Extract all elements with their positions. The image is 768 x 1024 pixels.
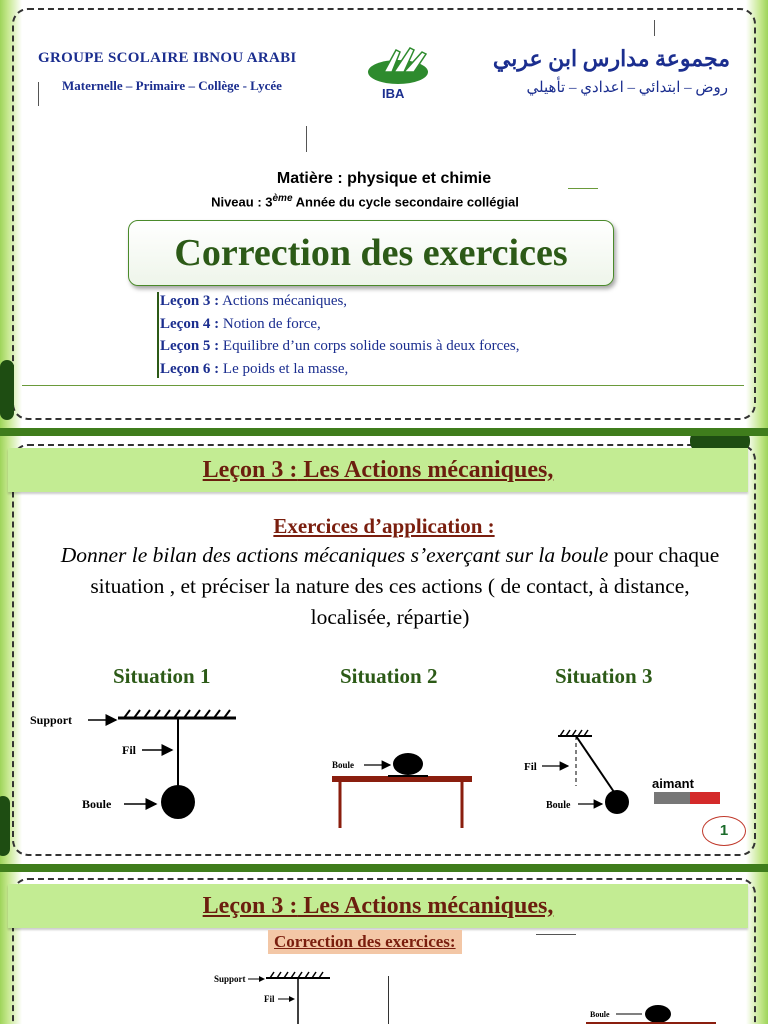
situation-1-title: Situation 1 xyxy=(113,664,211,688)
lesson-text: Le poids et la masse, xyxy=(219,360,349,377)
level-suffix: Année du cycle secondaire collégial xyxy=(292,194,519,210)
ball-label: Boule xyxy=(332,760,355,770)
school-name-fr: GROUPE SCOLAIRE IBNOU ARABI xyxy=(38,50,297,66)
support-label: Support xyxy=(214,974,246,984)
statement-italic: Donner le bilan des actions mécaniques s’exerçant sur la boule xyxy=(60,543,609,567)
ball xyxy=(393,753,423,775)
banner-text: Les Actions mécaniques, xyxy=(297,893,554,919)
school-levels-fr: Maternelle – Primaire – Collège - Lycée xyxy=(62,78,282,93)
string-line xyxy=(576,736,614,792)
situation-2-diagram xyxy=(328,746,478,832)
correction-title: Correction des exercices: xyxy=(268,930,462,954)
ball xyxy=(605,790,629,814)
situation-2-title: Situation 2 xyxy=(340,664,438,688)
correction-diagram-2 xyxy=(586,1000,716,1024)
exercise-title: Exercices d’application : xyxy=(273,514,495,538)
lesson-text: Notion de force, xyxy=(219,315,321,332)
situation-3-title: Situation 3 xyxy=(555,664,653,688)
exercise-statement xyxy=(60,540,720,633)
statement-rest: pour chaque situation , et préciser la nature des ces actions ( de contact, à distance, localisée, répartie) xyxy=(90,543,720,629)
lesson-text: Equilibre d’un corps solide soumis à deux forces, xyxy=(219,338,520,354)
divider xyxy=(536,934,576,935)
string-label: Fil xyxy=(264,994,275,1004)
list-item xyxy=(160,335,520,358)
divider xyxy=(568,188,598,189)
lesson-label: Leçon 6 : xyxy=(160,360,220,377)
level-line xyxy=(0,193,730,209)
school-name-ar: مجموعة مدارس ابن عربي xyxy=(492,46,730,71)
list-item xyxy=(160,290,520,313)
divider xyxy=(654,20,655,36)
banner-text: Les Actions mécaniques, xyxy=(297,457,554,483)
ball xyxy=(645,1005,671,1023)
support-label: Support xyxy=(30,713,73,727)
page-number: 1 xyxy=(702,816,746,846)
magnet-pole-left xyxy=(654,792,690,804)
lesson-label: Leçon 4 : xyxy=(160,315,220,332)
slide-correction xyxy=(0,872,768,1024)
magnet-pole-right xyxy=(690,792,720,804)
string-label: Fil xyxy=(122,743,136,757)
banner-label: Leçon 3 : xyxy=(202,457,298,483)
book-logo-icon xyxy=(366,42,436,102)
slide-cover xyxy=(0,0,768,428)
level-sup: ème xyxy=(272,193,293,204)
logo-text: IBA xyxy=(382,86,405,101)
divider xyxy=(388,976,389,1024)
list-item xyxy=(160,358,520,381)
banner-label: Leçon 3 : xyxy=(202,893,298,919)
ball xyxy=(161,785,195,819)
list-item xyxy=(160,313,520,336)
lesson-text: Actions mécaniques, xyxy=(219,293,348,309)
school-levels-ar: روض – ابتدائي – اعدادي – تأهيلي xyxy=(526,80,728,96)
corner-decoration xyxy=(0,796,10,856)
situation-1-diagram xyxy=(28,702,248,832)
page-title: Correction des exercices xyxy=(128,220,614,286)
lesson-bar xyxy=(157,292,159,378)
ball-label: Boule xyxy=(590,1010,610,1019)
magnet-label: aimant xyxy=(652,776,694,791)
lesson-label: Leçon 5 : xyxy=(160,338,220,354)
corner-decoration xyxy=(0,360,14,420)
level-prefix: Niveau : 3 xyxy=(211,194,273,210)
school-logo xyxy=(366,42,436,102)
ball-label: Boule xyxy=(82,797,112,811)
ball-label: Boule xyxy=(546,800,571,811)
string-label: Fil xyxy=(524,761,537,773)
lesson-list xyxy=(160,290,520,380)
situation-3-diagram xyxy=(520,726,740,826)
lesson-banner xyxy=(8,884,748,928)
correction-diagram-1 xyxy=(210,968,350,1024)
divider xyxy=(306,126,307,152)
slide-exercise xyxy=(0,436,768,864)
divider xyxy=(22,385,744,386)
lesson-label: Leçon 3 : xyxy=(160,293,220,309)
divider xyxy=(38,82,39,106)
lesson-banner xyxy=(8,448,748,492)
subject-line: Matière : physique et chimie xyxy=(276,170,492,187)
